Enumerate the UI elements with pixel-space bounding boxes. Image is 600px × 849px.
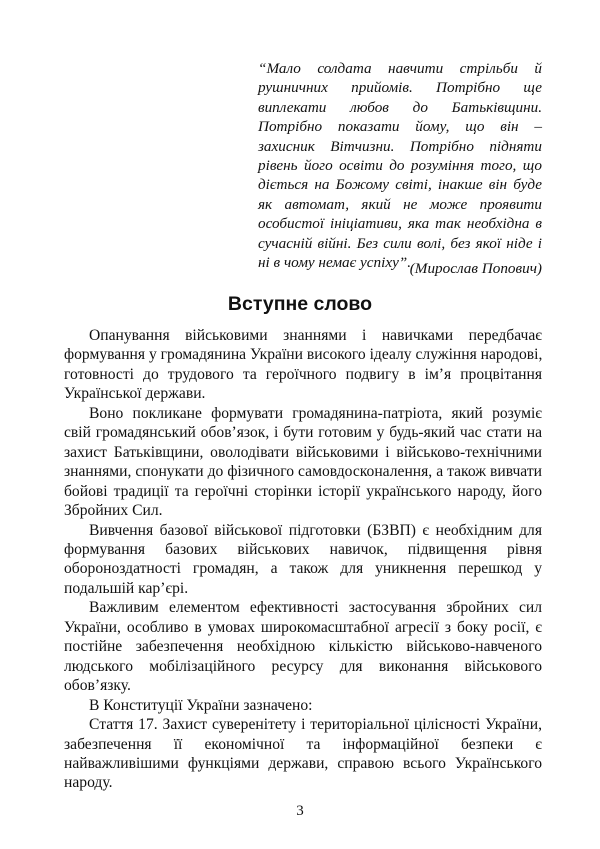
epigraph-line: рушничних прийомів. Потрібно ще [258,79,542,97]
paragraph-line: забезпечення її економічної та інформаційної безпеки є [64,735,542,753]
paragraph-line: свій громадянський обов’язок, і бути готовим у будь-який час стати на [64,424,542,442]
body-text [64,326,542,793]
paragraph-line: бойові традиції та героїчні сторінки історії українського народу, його [64,482,542,500]
paragraph-line: захист Батьківщини, оволодівати військовими і військово-технічними [64,443,542,461]
epigraph-line: ні в чому немає успіху”. [258,254,412,272]
epigraph-line: рівень його освіти до розуміння того, що [258,157,542,175]
epigraph-line: Потрібно показати йому, що він – [258,118,542,136]
epigraph-quote [258,59,542,272]
paragraph-line: народу. [64,774,113,792]
epigraph-attribution: (Мирослав Попович) [409,260,542,277]
epigraph-line: як автомат, який не може проявити [258,195,542,213]
paragraph-line: найважливішими функціями держави, справою всього Українського [64,754,542,772]
paragraph-line: обов’язку. [64,677,131,695]
epigraph-line: “Мало солдата навчити стрільби й [258,60,542,77]
paragraph [64,696,542,715]
paragraph-line: подальшій кар’єрі. [64,579,189,597]
epigraph-line: діється на Божому світі, інакше він буде [258,176,542,194]
paragraph-line: Важливим елементом ефективності застосування збройних сил [89,599,542,617]
paragraph-line: України, особливо в умовах широкомасштабної агресії з боку росії, є [64,618,542,636]
paragraph-line: знаннями, спонукати до фізичного самовдосконалення, а також вивчати [64,463,542,481]
paragraph [64,715,542,793]
paragraph [64,521,542,599]
paragraph-line: формування у громадянина України високого ідеалу служіння народові, [64,346,543,364]
paragraph-line: формування базових військових навичок, підвищення рівня [64,540,542,558]
paragraph-line: В Конституції України зазначено: [89,696,313,714]
paragraph-line: Воно покликане формувати громадянина-патріота, який розуміє [89,404,542,422]
section-title: Вступне слово [227,293,373,315]
paragraph-line: Опанування військовими знаннями і навичками передбачає [89,327,542,344]
epigraph-line: сучасній війні. Без сили волі, без якої ніде і [258,234,542,252]
paragraph [64,598,542,695]
paragraph [64,404,542,521]
paragraph-line: Стаття 17. Захист суверенітету і територіальної цілісності України, [89,716,542,734]
epigraph-line: виплекати любов до Батьківщини. [258,98,542,116]
paragraph-line: людського мобілізаційного ресурсу для виконання військового [64,657,542,675]
paragraph-line: обороноздатності громадян, а також для уникнення перешкод у [64,560,542,578]
paragraph [64,326,542,404]
paragraph-line: готовності до трудового та героїчного подвигу в ім’я процвітання [64,365,542,383]
paragraph-line: Вивчення базової військової підготовки (БЗВП) є необхідним для [89,521,542,539]
page-number: 3 [296,803,304,819]
paragraph-line: Збройних Сил. [64,502,163,520]
epigraph-line: захисник Вітчизни. Потрібно підняти [258,137,542,155]
paragraph-line: постійне забезпечення необхідною кількістю військово-навченого [64,638,542,656]
epigraph-line: особистої ініціативи, яка так необхідна в [258,215,542,233]
paragraph-line: Української держави. [64,385,206,403]
